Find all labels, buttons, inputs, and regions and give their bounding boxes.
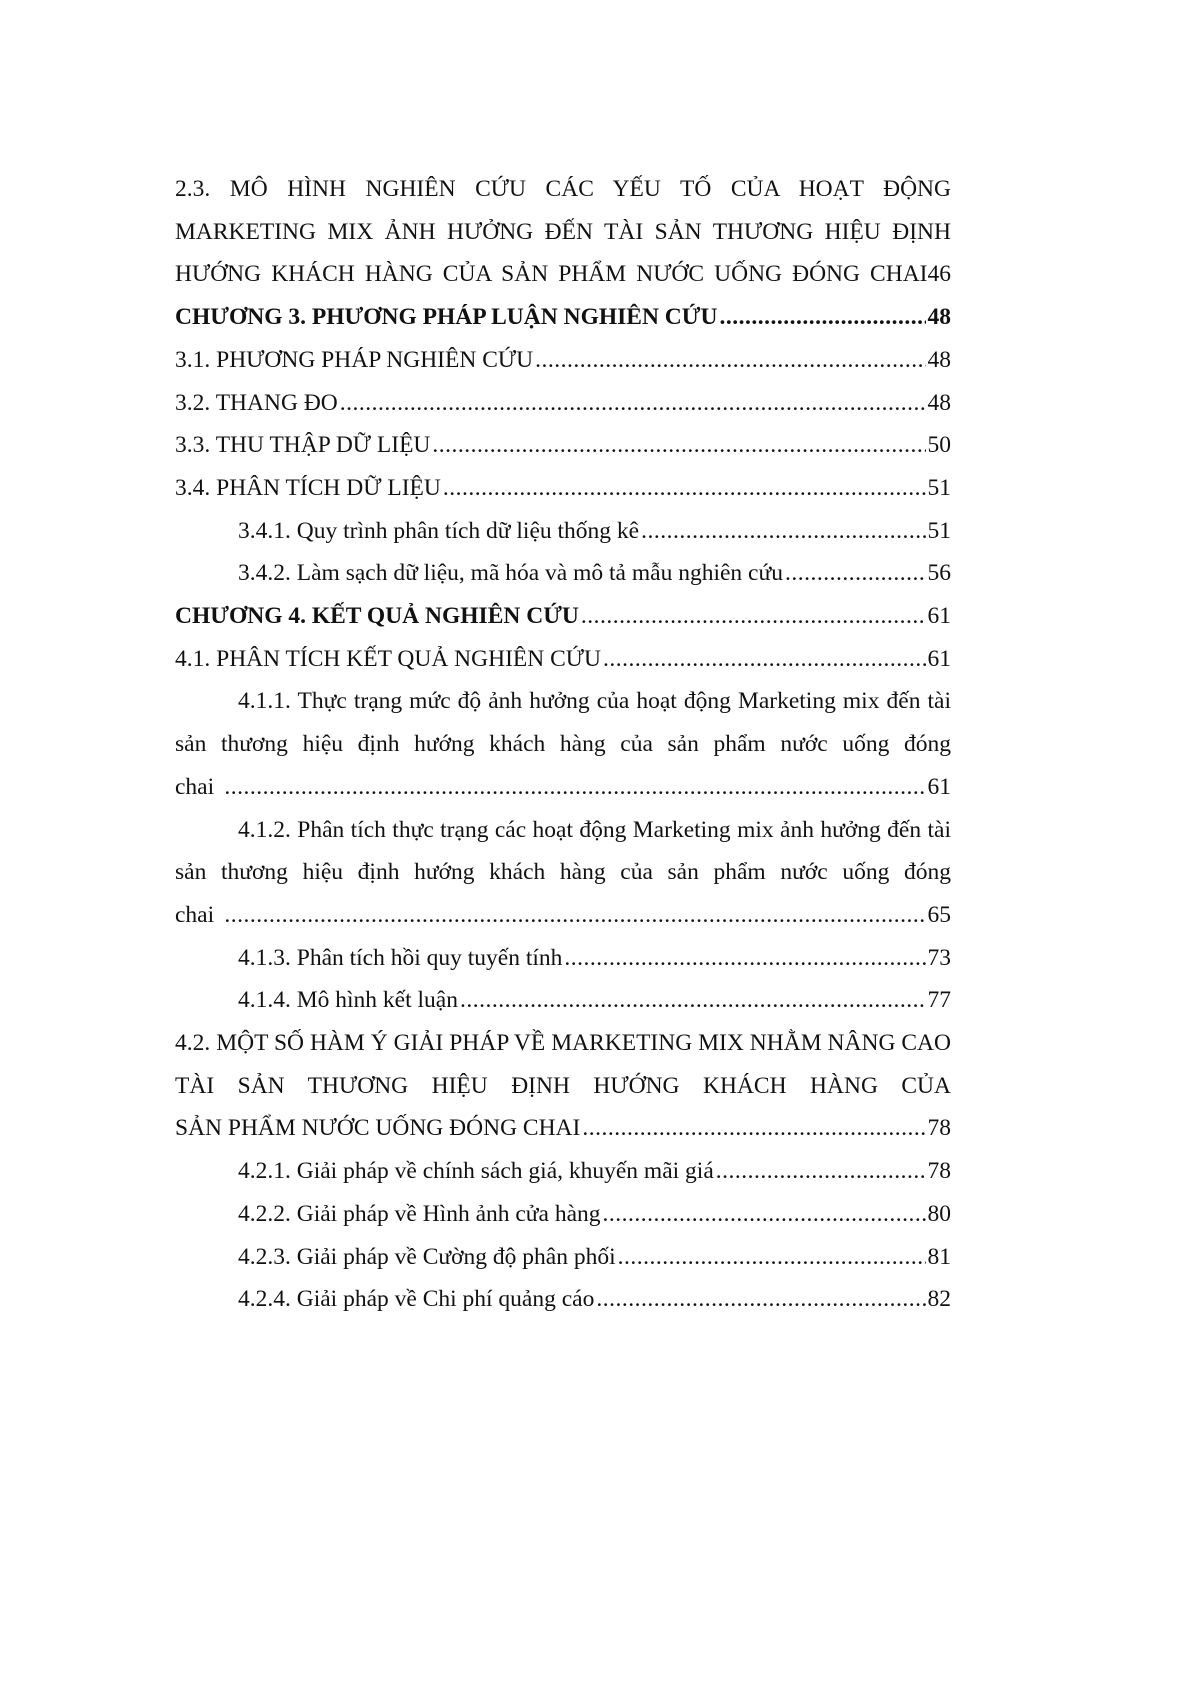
toc-entry-3-4-2-page: 56 bbox=[927, 560, 951, 587]
toc-chapter-3-title: CHƯƠNG 3. PHƯƠNG PHÁP LUẬN NGHIÊN CỨU bbox=[175, 304, 718, 331]
toc-entry-3-4-1[interactable] bbox=[175, 510, 951, 553]
toc-entry-4-1-2-lastline bbox=[175, 894, 951, 937]
toc-entry-4-1-4-page: 77 bbox=[927, 987, 951, 1014]
toc-entry-4-1-3[interactable] bbox=[175, 937, 951, 980]
toc-entry-4-1-2[interactable] bbox=[175, 809, 951, 937]
toc-chapter-3[interactable] bbox=[175, 296, 951, 339]
toc-entry-4-2-1-title: 4.2.1. Giải pháp về chính sách giá, khuyến mãi giá bbox=[238, 1158, 714, 1185]
toc-entry-4-2-page: 78 bbox=[927, 1115, 951, 1142]
toc-entry-4-2-2-title: 4.2.2. Giải pháp về Hình ảnh cửa hàng bbox=[238, 1200, 601, 1227]
toc-entry-3-3[interactable] bbox=[175, 424, 951, 467]
toc-entry-3-1-title: 3.1. PHƯƠNG PHÁP NGHIÊN CỨU bbox=[175, 346, 534, 373]
toc-entry-4-2-text: 4.2. MỘT SỐ HÀM Ý GIẢI PHÁP VỀ MARKETING MIX NHẰM NÂNG CAO TÀI SẢN THƯƠNG HIỆU ĐỊNH HƯỚNG KHÁCH HÀNG CỦA bbox=[175, 1030, 951, 1099]
toc-entry-4-2[interactable] bbox=[175, 1022, 951, 1150]
toc-entry-4-2-2-page: 80 bbox=[927, 1200, 951, 1227]
toc-entry-3-3-page: 50 bbox=[927, 432, 951, 459]
toc-entry-4-1-4[interactable] bbox=[175, 979, 951, 1022]
toc-entry-3-3-title: 3.3. THU THẬP DỮ LIỆU bbox=[175, 432, 431, 459]
toc-entry-2-3-line-1: 2.3. MÔ HÌNH NGHIÊN CỨU CÁC YẾU TỐ CỦA HOẠT ĐỘNG bbox=[175, 176, 951, 202]
table-of-contents bbox=[175, 168, 951, 1321]
toc-entry-4-1-2-last: chai bbox=[175, 901, 215, 928]
toc-entry-3-4[interactable] bbox=[175, 467, 951, 510]
toc-entry-4-1[interactable] bbox=[175, 638, 951, 681]
dot-leader bbox=[596, 1278, 925, 1321]
dot-leader bbox=[224, 766, 925, 809]
dot-leader bbox=[535, 339, 925, 382]
toc-chapter-3-page: 48 bbox=[927, 304, 951, 331]
dot-leader bbox=[719, 296, 925, 339]
dot-leader bbox=[340, 382, 926, 425]
dot-leader bbox=[603, 638, 926, 681]
dot-leader bbox=[224, 894, 925, 937]
toc-entry-4-1-1-last: chai bbox=[175, 773, 215, 800]
toc-entry-2-3[interactable] bbox=[175, 168, 951, 296]
dot-leader bbox=[716, 1150, 926, 1193]
toc-entry-4-2-1[interactable] bbox=[175, 1150, 951, 1193]
dot-leader bbox=[641, 510, 925, 553]
toc-entry-4-2-3[interactable] bbox=[175, 1236, 951, 1279]
toc-entry-4-1-3-page: 73 bbox=[927, 944, 951, 971]
dot-leader bbox=[581, 595, 926, 638]
toc-entry-4-1-page: 61 bbox=[927, 645, 951, 672]
toc-entry-2-3-line-3: HƯỚNG KHÁCH HÀNG CỦA SẢN PHẨM NƯỚC UỐNG ĐÓNG CHAI46 bbox=[175, 261, 951, 288]
toc-chapter-4[interactable] bbox=[175, 595, 951, 638]
dot-leader bbox=[432, 424, 925, 467]
toc-entry-4-1-2-page: 65 bbox=[927, 901, 951, 928]
toc-entry-4-1-4-title: 4.1.4. Mô hình kết luận bbox=[238, 987, 458, 1014]
toc-entry-2-3-line-2: MARKETING MIX ẢNH HƯỞNG ĐẾN TÀI SẢN THƯƠNG HIỆU ĐỊNH bbox=[175, 218, 951, 245]
toc-chapter-4-title: CHƯƠNG 4. KẾT QUẢ NGHIÊN CỨU bbox=[175, 603, 579, 630]
toc-entry-4-1-1-lastline bbox=[175, 766, 951, 809]
toc-entry-4-1-1-text: 4.1.1. Thực trạng mức độ ảnh hưởng của hoạt động Marketing mix đến tài sản thương hiệu định hướng khách hàng của sản phẩm nước uống đóng bbox=[175, 688, 951, 758]
toc-entry-4-1-3-title: 4.1.3. Phân tích hồi quy tuyến tính bbox=[238, 944, 563, 971]
toc-entry-4-1-1-page: 61 bbox=[927, 773, 951, 800]
toc-entry-3-4-2-title: 3.4.2. Làm sạch dữ liệu, mã hóa và mô tả mẫu nghiên cứu bbox=[238, 560, 783, 587]
toc-entry-4-2-4[interactable] bbox=[175, 1278, 951, 1321]
toc-entry-3-1-page: 48 bbox=[927, 346, 951, 373]
toc-entry-4-1-2-text: 4.1.2. Phân tích thực trạng các hoạt động Marketing mix ảnh hưởng đến tài sản thương hiệu định hướng khách hàng của sản phẩm nước uống đóng bbox=[175, 816, 951, 886]
toc-entry-3-4-title: 3.4. PHÂN TÍCH DỮ LIỆU bbox=[175, 474, 441, 501]
dot-leader bbox=[564, 937, 925, 980]
toc-entry-4-1-1[interactable] bbox=[175, 680, 951, 808]
toc-entry-3-2-title: 3.2. THANG ĐO bbox=[175, 389, 338, 416]
dot-leader bbox=[785, 552, 926, 595]
toc-entry-3-2-page: 48 bbox=[927, 389, 951, 416]
toc-entry-4-2-3-page: 81 bbox=[927, 1243, 951, 1270]
toc-entry-4-2-4-title: 4.2.4. Giải pháp về Chi phí quảng cáo bbox=[238, 1286, 595, 1313]
toc-entry-4-2-1-page: 78 bbox=[927, 1158, 951, 1185]
dot-leader bbox=[603, 1193, 926, 1236]
toc-entry-3-4-1-title: 3.4.1. Quy trình phân tích dữ liệu thống kê bbox=[238, 517, 640, 544]
toc-entry-3-4-page: 51 bbox=[927, 474, 951, 501]
dot-leader bbox=[582, 1107, 925, 1150]
dot-leader bbox=[460, 979, 926, 1022]
toc-entry-4-2-last: SẢN PHẨM NƯỚC UỐNG ĐÓNG CHAI bbox=[175, 1115, 581, 1142]
toc-entry-4-2-lastline bbox=[175, 1107, 951, 1150]
toc-entry-3-4-1-page: 51 bbox=[927, 517, 951, 544]
toc-entry-4-2-3-title: 4.2.3. Giải pháp về Cường độ phân phối bbox=[238, 1243, 616, 1270]
toc-entry-3-4-2[interactable] bbox=[175, 552, 951, 595]
toc-entry-3-2[interactable] bbox=[175, 382, 951, 425]
toc-chapter-4-page: 61 bbox=[927, 603, 951, 630]
toc-entry-3-1[interactable] bbox=[175, 339, 951, 382]
toc-entry-4-2-4-page: 82 bbox=[927, 1286, 951, 1313]
dot-leader bbox=[443, 467, 926, 510]
dot-leader bbox=[618, 1236, 926, 1279]
toc-entry-4-2-2[interactable] bbox=[175, 1193, 951, 1236]
toc-entry-4-1-title: 4.1. PHÂN TÍCH KẾT QUẢ NGHIÊN CỨU bbox=[175, 645, 601, 672]
